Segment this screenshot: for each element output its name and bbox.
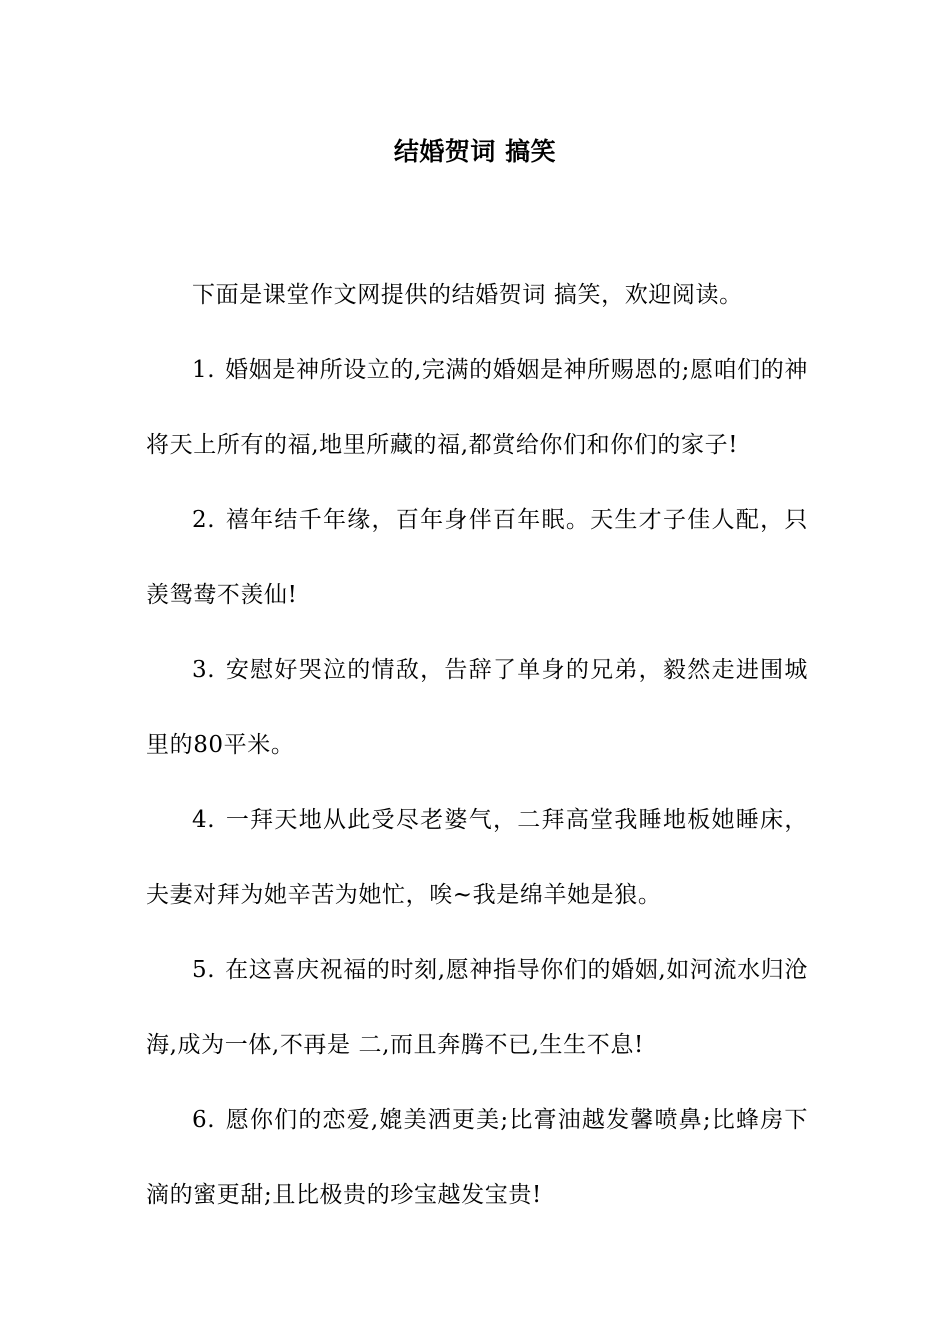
item-number: 5. — [192, 957, 216, 983]
item-number: 6. — [192, 1107, 216, 1133]
item-text: 一拜天地从此受尽老婆气，二拜高堂我睡地板她睡床，夫妻对拜为她辛苦为她忙，唉~我是绵羊她是狼。 — [146, 807, 808, 908]
list-item — [146, 1083, 808, 1233]
document-title: 结婚贺词 搞笑 — [393, 137, 557, 166]
item-number: 4. — [192, 807, 216, 833]
list-item — [146, 333, 808, 483]
item-number: 1. — [192, 357, 216, 383]
item-number: 3. — [192, 657, 216, 683]
item-text: 婚姻是神所设立的,完满的婚姻是神所赐恩的;愿咱们的神将天上所有的福,地里所藏的福,都赏给你们和你们的家子! — [146, 357, 808, 458]
document-body — [146, 258, 808, 1233]
item-number: 2. — [192, 507, 216, 533]
list-item — [146, 633, 808, 783]
item-text: 安慰好哭泣的情敌，告辞了单身的兄弟，毅然走进围城里的80平米。 — [146, 657, 808, 758]
item-text: 愿你们的恋爱,媲美洒更美;比膏油越发馨喷鼻;比蜂房下滴的蜜更甜;且比极贵的珍宝越发宝贵! — [146, 1107, 808, 1208]
item-text: 在这喜庆祝福的时刻,愿神指导你们的婚姻,如河流水归沧海,成为一体,不再是 二,而且奔腾不已,生生不息! — [146, 957, 808, 1058]
item-text: 禧年结千年缘，百年身伴百年眠。天生才子佳人配，只羡鸳鸯不羡仙! — [146, 507, 808, 608]
intro-paragraph: 下面是课堂作文网提供的结婚贺词 搞笑，欢迎阅读。 — [192, 282, 743, 308]
list-item — [146, 483, 808, 633]
list-item — [146, 783, 808, 933]
list-item — [146, 933, 808, 1083]
